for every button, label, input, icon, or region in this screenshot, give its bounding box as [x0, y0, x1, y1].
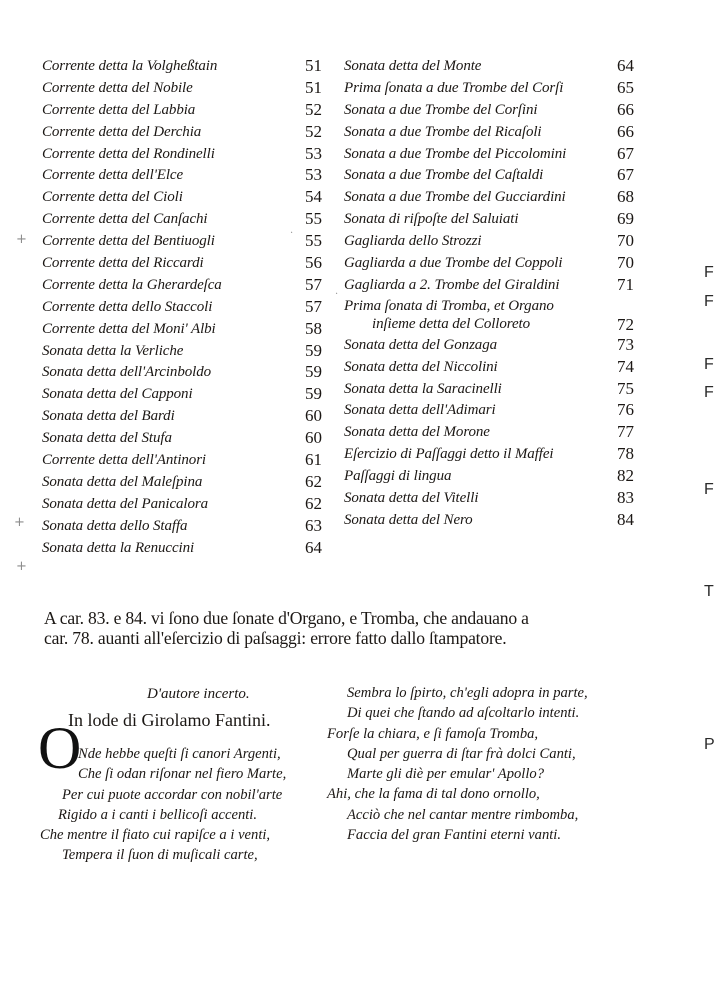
verse-line: Di quei che ſtando ad aſcoltarlo intenti.	[347, 705, 580, 722]
index-entry	[344, 187, 634, 209]
entry-page-number: 67	[617, 143, 634, 163]
entry-title: Sonata detta del Morone	[344, 424, 490, 441]
entry-title: Corrente detta del Bentiuogli	[42, 233, 215, 250]
index-entry	[344, 357, 634, 379]
edge-fragment: F	[704, 481, 714, 498]
entry-page-number: 76	[617, 400, 634, 420]
entry-page-number: 61	[305, 450, 322, 470]
index-entry	[344, 488, 634, 510]
entry-page-number: 65	[617, 77, 634, 97]
errata-note	[44, 608, 674, 648]
index-entry	[344, 100, 634, 122]
entry-page-number: 64	[305, 537, 322, 557]
index-entry	[344, 78, 634, 100]
margin-mark: +	[14, 515, 25, 530]
index-entry	[42, 341, 342, 363]
index-entry	[42, 384, 342, 406]
entry-title: Sonata detta del Stufa	[42, 430, 172, 447]
margin-dot: ·	[335, 289, 339, 300]
entry-page-number: 55	[305, 231, 322, 251]
entry-title: Corrente detta dello Staccoli	[42, 298, 213, 315]
entry-title: Gagliarda a due Trombe del Coppoli	[344, 255, 563, 272]
index-entry	[344, 379, 634, 401]
entry-title: Sonata a due Trombe del Piccolomini	[344, 145, 567, 162]
index-entry	[344, 422, 634, 444]
drop-cap: O	[38, 715, 82, 781]
index-entry	[344, 231, 634, 253]
index-entry	[42, 165, 342, 187]
entry-title: Sonata detta del Niccolini	[344, 358, 498, 375]
edge-fragment: T	[704, 583, 714, 600]
edge-fragment: P	[704, 736, 715, 753]
entry-title: Sonata detta del Nero	[344, 511, 473, 528]
entry-page-number: 52	[305, 99, 322, 119]
index-entry	[42, 253, 342, 275]
entry-page-number: 59	[305, 384, 322, 404]
index-entry	[344, 122, 634, 144]
index-entry	[42, 275, 342, 297]
entry-title-line: Prima ſonata di Tromba, et Organo	[344, 297, 554, 314]
verse-line: Rigido a i canti i bellicoſi accenti.	[58, 806, 257, 823]
index-entry	[42, 209, 342, 231]
entry-title: Corrente detta dell'Elce	[42, 167, 184, 184]
entry-title: Corrente detta del Derchia	[42, 123, 202, 140]
entry-title: Sonata detta del Monte	[344, 58, 482, 74]
verse-right-column	[327, 683, 588, 845]
margin-dot: ·	[290, 228, 294, 239]
entry-page-number: 57	[305, 274, 322, 294]
index-entry	[42, 516, 342, 538]
index-entry	[42, 78, 342, 100]
index-entry	[344, 209, 634, 231]
poem-title: In lode di Girolamo Fantini.	[68, 710, 271, 730]
margin-mark: +	[16, 559, 27, 574]
verse-line: Marte gli diè per emular' Apollo?	[347, 766, 545, 783]
entry-page-number: 67	[617, 165, 634, 185]
entry-title: Sonata a due Trombe del Ricaſoli	[344, 123, 542, 140]
errata-line: A car. 83. e 84. vi ſono due ſonate d'Organo, e Tromba, che andauano a	[44, 608, 529, 628]
index-entry	[42, 428, 342, 450]
entry-title: Sonata detta del Maleſpina	[42, 473, 203, 490]
verse-line: Forſe la chiara, e ſi famoſa Tromba,	[327, 725, 539, 742]
entry-page-number: 59	[305, 340, 322, 360]
entry-title: Sonata detta del Panicalora	[42, 495, 209, 512]
entry-page-number: 73	[617, 334, 634, 354]
index-entry	[42, 450, 342, 472]
entry-title: Sonata detta dell'Arcinboldo	[42, 364, 211, 381]
entry-title: Corrente detta la Gherardeſca	[42, 276, 222, 293]
verse-line: Acciò che nel cantar mentre rimbomba,	[347, 806, 579, 823]
entry-title: Corrente detta del Rondinelli	[42, 145, 215, 162]
entry-page-number: 70	[617, 253, 634, 273]
entry-title: Sonata detta del Capponi	[42, 386, 193, 403]
entry-page-number: 75	[617, 378, 634, 398]
entry-page-number: 57	[305, 296, 322, 316]
edge-fragment: F	[704, 264, 714, 281]
entry-title: Corrente detta del Moni' Albi	[42, 320, 216, 337]
entry-title: Corrente detta dell'Antinori	[42, 452, 207, 469]
entry-page-number: 68	[617, 187, 634, 207]
entry-title: Sonata a due Trombe del Corſini	[344, 101, 538, 118]
entry-title: Sonata a due Trombe del Gucciardini	[344, 189, 566, 206]
entry-title: Sonata detta la Verliche	[42, 342, 184, 359]
entry-title: Corrente detta del Riccardi	[42, 255, 204, 272]
entry-page-number: 77	[617, 422, 634, 442]
index-entry	[344, 253, 634, 275]
entry-page-number: 66	[617, 99, 634, 119]
index-entry	[42, 538, 342, 560]
entry-page-number: 58	[305, 318, 322, 338]
index-entry	[42, 319, 342, 341]
entry-title: Sonata detta del Gonzaga	[344, 336, 498, 353]
entry-title: Corrente detta del Cioli	[42, 189, 183, 206]
index-entry	[344, 466, 634, 488]
entry-title: Eſercizio di Paſſaggi detto il Maffei	[344, 446, 554, 463]
poem-attribution: D'autore incerto.	[147, 686, 250, 702]
entry-page-number: 60	[305, 428, 322, 448]
entry-page-number: 70	[617, 231, 634, 251]
entry-page-number: 54	[305, 187, 322, 207]
entry-page-number: 83	[617, 488, 634, 508]
entry-title: Sonata detta dello Staffa	[42, 517, 188, 534]
verse-line: Ahi, che la fama di tal dono ornollo,	[327, 786, 540, 803]
entry-page-number: 63	[305, 515, 322, 535]
index-entry	[344, 510, 634, 532]
index-entry	[42, 362, 342, 384]
index-entry	[344, 275, 634, 297]
entry-title: Corrente detta del Nobile	[42, 79, 193, 96]
entry-page-number: 62	[305, 471, 322, 491]
entry-page-number: 53	[305, 165, 322, 185]
margin-mark: +	[16, 232, 27, 247]
entry-page-number: 71	[617, 274, 634, 294]
entry-title: Corrente detta la Volgheßtain	[42, 58, 218, 74]
entry-page-number: 52	[305, 121, 322, 141]
entry-title: Gagliarda dello Strozzi	[344, 233, 482, 250]
edge-fragment: F	[704, 384, 714, 401]
index-entry	[42, 231, 342, 253]
entry-page-number: 55	[305, 209, 322, 229]
index-entry	[344, 144, 634, 166]
index-entry	[344, 56, 634, 78]
index-right-column	[344, 56, 634, 532]
entry-title: Prima ſonata a due Trombe del Corſi	[344, 79, 564, 96]
entry-title: Sonata detta dell'Adimari	[344, 402, 496, 419]
verse-line: Che ſi odan riſonar nel fiero Marte,	[78, 766, 287, 783]
entry-title: Gagliarda a 2. Trombe del Giraldini	[344, 276, 560, 293]
index-entry	[344, 165, 634, 187]
edge-fragment: F	[704, 293, 714, 310]
index-entry	[42, 100, 342, 122]
entry-page-number: 51	[305, 77, 322, 97]
verse-line: Sembra lo ſpirto, ch'egli adopra in parte,	[347, 685, 588, 701]
verse-line: Faccia del gran Fantini eterni vanti.	[347, 827, 561, 844]
entry-title: Paſſaggi di lingua	[344, 468, 452, 485]
entry-page-number: 69	[617, 209, 634, 229]
index-left-column	[42, 56, 342, 559]
entry-title: Corrente detta del Labbia	[42, 101, 196, 118]
index-entry	[42, 494, 342, 516]
verse-line: Per cui puote accordar con nobil'arte	[62, 786, 283, 803]
entry-page-number: 66	[617, 121, 634, 141]
entry-title: Sonata detta del Bardi	[42, 408, 175, 425]
entry-title: Corrente detta del Canſachi	[42, 211, 208, 228]
entry-title: Sonata a due Trombe del Caſtaldi	[344, 167, 544, 184]
entry-title-line: inſieme detta del Colloreto	[372, 315, 530, 332]
entry-title: Sonata detta la Saracinelli	[344, 380, 502, 397]
index-entry	[344, 400, 634, 422]
index-entry	[42, 122, 342, 144]
index-entry	[42, 472, 342, 494]
entry-page-number: 78	[617, 444, 634, 464]
index-entry	[344, 444, 634, 466]
index-entry	[344, 297, 634, 335]
entry-page-number: 72	[617, 314, 634, 334]
entry-page-number: 56	[305, 253, 322, 273]
index-entry	[344, 335, 634, 357]
index-entry	[42, 144, 342, 166]
verse-left-column	[40, 744, 286, 866]
verse-line: Nde hebbe queſti ſi canori Argenti,	[78, 746, 281, 762]
verse-line: Che mentre il fiato cui rapiſce a i venti,	[40, 827, 271, 844]
verse-line: Qual per guerra di ſtar frà dolci Canti,	[347, 745, 576, 762]
index-entry	[42, 297, 342, 319]
entry-page-number: 64	[617, 56, 634, 75]
entry-title: Sonata detta del Vitelli	[344, 490, 479, 507]
entry-page-number: 53	[305, 143, 322, 163]
entry-page-number: 74	[617, 356, 634, 376]
index-entry	[42, 187, 342, 209]
edge-fragment: F	[704, 356, 714, 373]
entry-page-number: 84	[617, 509, 634, 529]
index-entry	[42, 56, 342, 78]
entry-title	[344, 297, 554, 333]
entry-page-number: 62	[305, 493, 322, 513]
entry-title: Sonata detta la Renuccini	[42, 539, 195, 556]
entry-page-number: 82	[617, 466, 634, 486]
entry-page-number: 51	[305, 56, 322, 75]
index-entry	[42, 406, 342, 428]
entry-title: Sonata di riſpoſte del Saluiati	[344, 211, 519, 228]
entry-page-number: 60	[305, 406, 322, 426]
errata-line: car. 78. auanti all'eſercizio di paſsaggi: errore fatto dallo ſtampatore.	[44, 628, 507, 648]
verse-line: Tempera il ſuon di muſicali carte,	[62, 847, 258, 864]
entry-page-number: 59	[305, 362, 322, 382]
